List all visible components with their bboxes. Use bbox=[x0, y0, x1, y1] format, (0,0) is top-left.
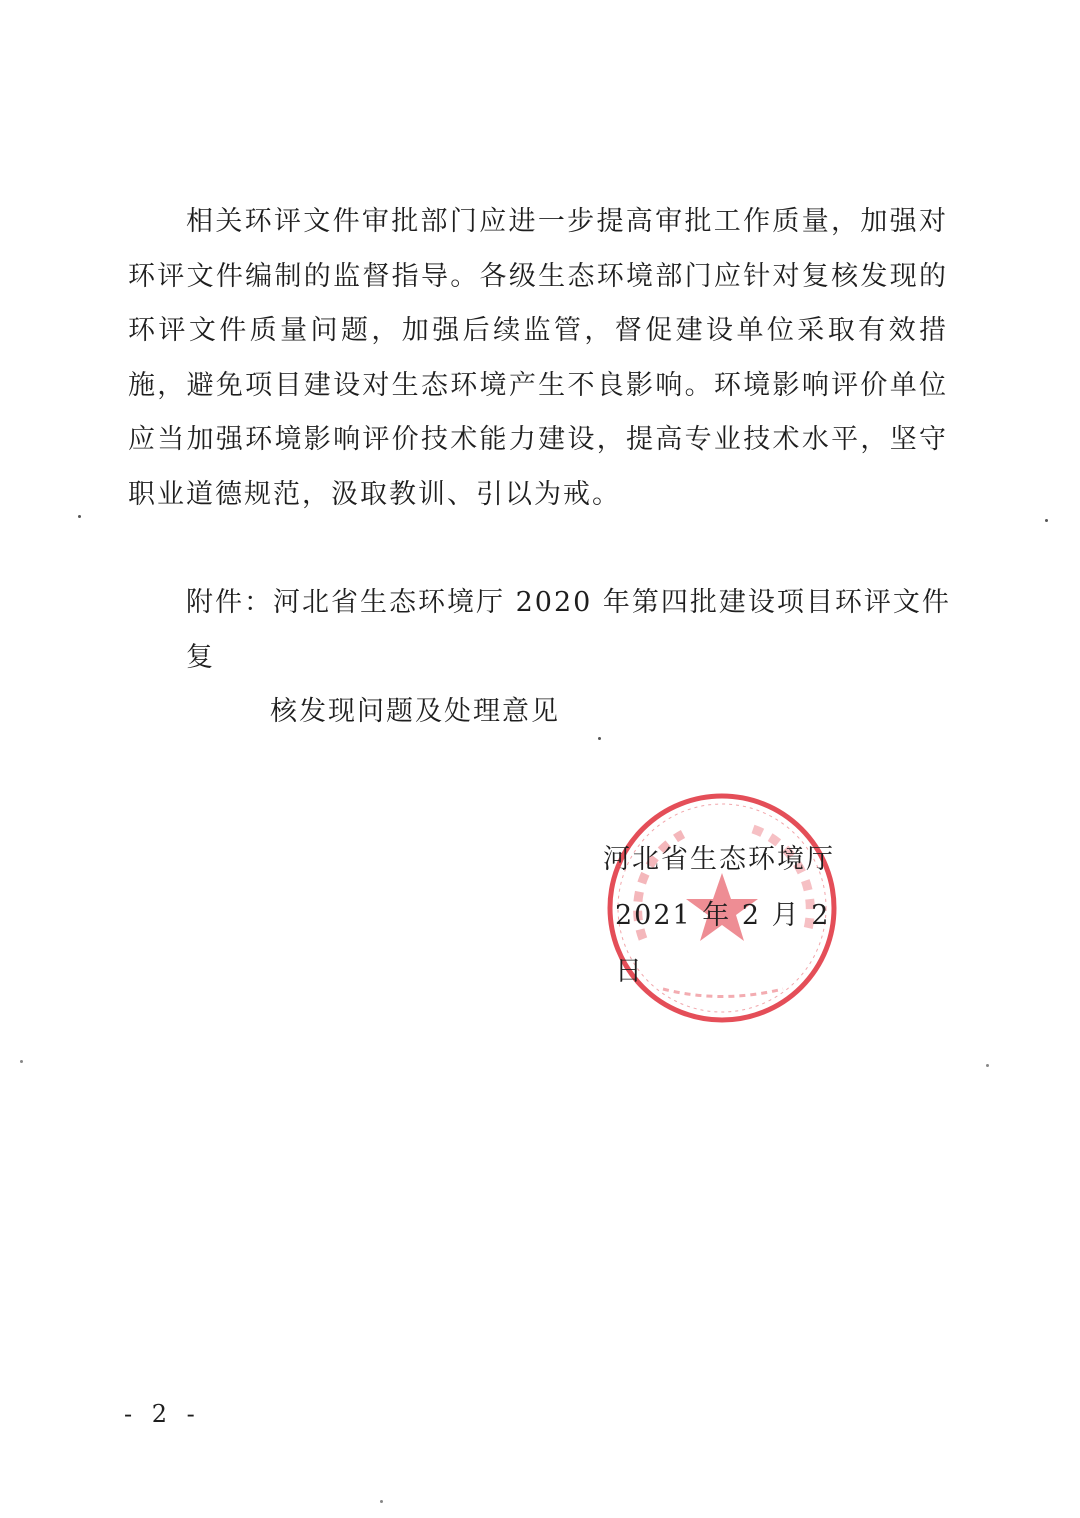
attachment-title-line1: 河北省生态环境厅 2020 年第四批建设项目环评文件复 bbox=[186, 587, 951, 673]
signature-organization: 河北省生态环境厅 bbox=[603, 844, 835, 875]
scan-speck bbox=[986, 1064, 989, 1067]
page-number: - 2 - bbox=[124, 1400, 201, 1428]
scan-speck bbox=[20, 1060, 23, 1063]
scan-speck bbox=[598, 737, 601, 740]
scan-speck bbox=[1045, 519, 1048, 522]
signature-date: 2021 年 2 月 2 日 bbox=[615, 900, 831, 987]
attachment-label: 附件： bbox=[186, 587, 273, 618]
signature-block bbox=[603, 832, 863, 1000]
scan-speck bbox=[380, 1500, 383, 1503]
body-paragraph: 相关环评文件审批部门应进一步提高审批工作质量，加强对环评文件编制的监督指导。各级生态环境部门应针对复核发现的环评文件质量问题，加强后续监管，督促建设单位采取有效措施，避免项目建设对生态环境产生不良影响。环境影响评价单位应当加强环境影响评价技术能力建设，提高专业技术水平，坚守职业道德规范，汲取教训、引以为戒。 bbox=[128, 206, 948, 510]
scan-speck bbox=[78, 515, 81, 518]
attachment-block bbox=[186, 576, 956, 740]
attachment-title-line2: 核发现问题及处理意见 bbox=[270, 696, 560, 727]
